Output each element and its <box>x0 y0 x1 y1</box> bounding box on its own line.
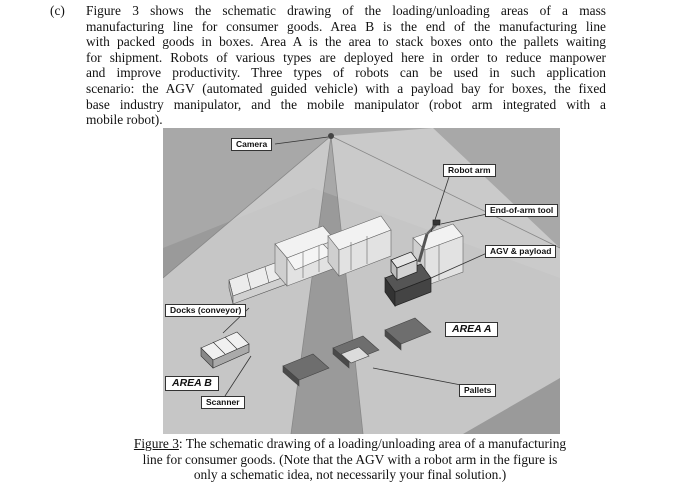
robot-arm-label: Robot arm <box>443 164 496 177</box>
camera-unit <box>328 133 334 139</box>
question-line-1: Figure 3 shows the schematic drawing of the loading/unloading areas of a mass <box>86 3 606 18</box>
question-line-8: mobile robot). <box>86 112 163 128</box>
scanner-label: Scanner <box>201 396 245 409</box>
question-line-6: scenario: the AGV (automated guided vehicle) with a payload bay for boxes, the fixed <box>86 80 606 96</box>
caption-line-1-text: : The schematic drawing of a loading/unloading area of a manufacturing <box>178 436 567 451</box>
question-line-3: with packed goods in boxes. Area A is the area to stack boxes onto the pallets waiting <box>86 34 606 50</box>
question-marker: (c) <box>50 3 65 18</box>
caption-figure-ref: Figure 3 <box>133 436 179 451</box>
area-b-label: AREA B <box>165 376 219 391</box>
question-line-4: for shipment. Robots of various types are deployed here in order to reduce manpower <box>86 49 606 65</box>
caption-line-3: only a schematic idea, not necessarily your final solution.) <box>193 467 507 483</box>
camera-label: Camera <box>231 138 272 151</box>
figure-3-schematic <box>163 128 560 434</box>
caption-line-1 <box>120 436 580 452</box>
area-a-label: AREA A <box>445 322 498 337</box>
question-paragraph <box>50 3 606 128</box>
question-line-2: manufacturing line for consumer goods. Area B is the end of the manufacturing line <box>86 18 606 34</box>
end-of-arm-tool-label: End-of-arm tool <box>485 204 558 217</box>
caption-line-2: line for consumer goods. (Note that the AGV with a robot arm in the figure is <box>142 451 558 467</box>
schematic-drawing <box>163 128 560 434</box>
figure-caption <box>120 436 580 483</box>
question-line-7: base industry manipulator, and the mobile manipulator (robot arm integrated with a <box>86 96 606 112</box>
docks-conveyor-label: Docks (conveyor) <box>165 304 246 317</box>
agv-payload-label: AGV & payload <box>485 245 556 258</box>
pallets-label: Pallets <box>459 384 496 397</box>
question-line-5: and improve productivity. Three types of robots can be used in such application <box>86 65 606 81</box>
